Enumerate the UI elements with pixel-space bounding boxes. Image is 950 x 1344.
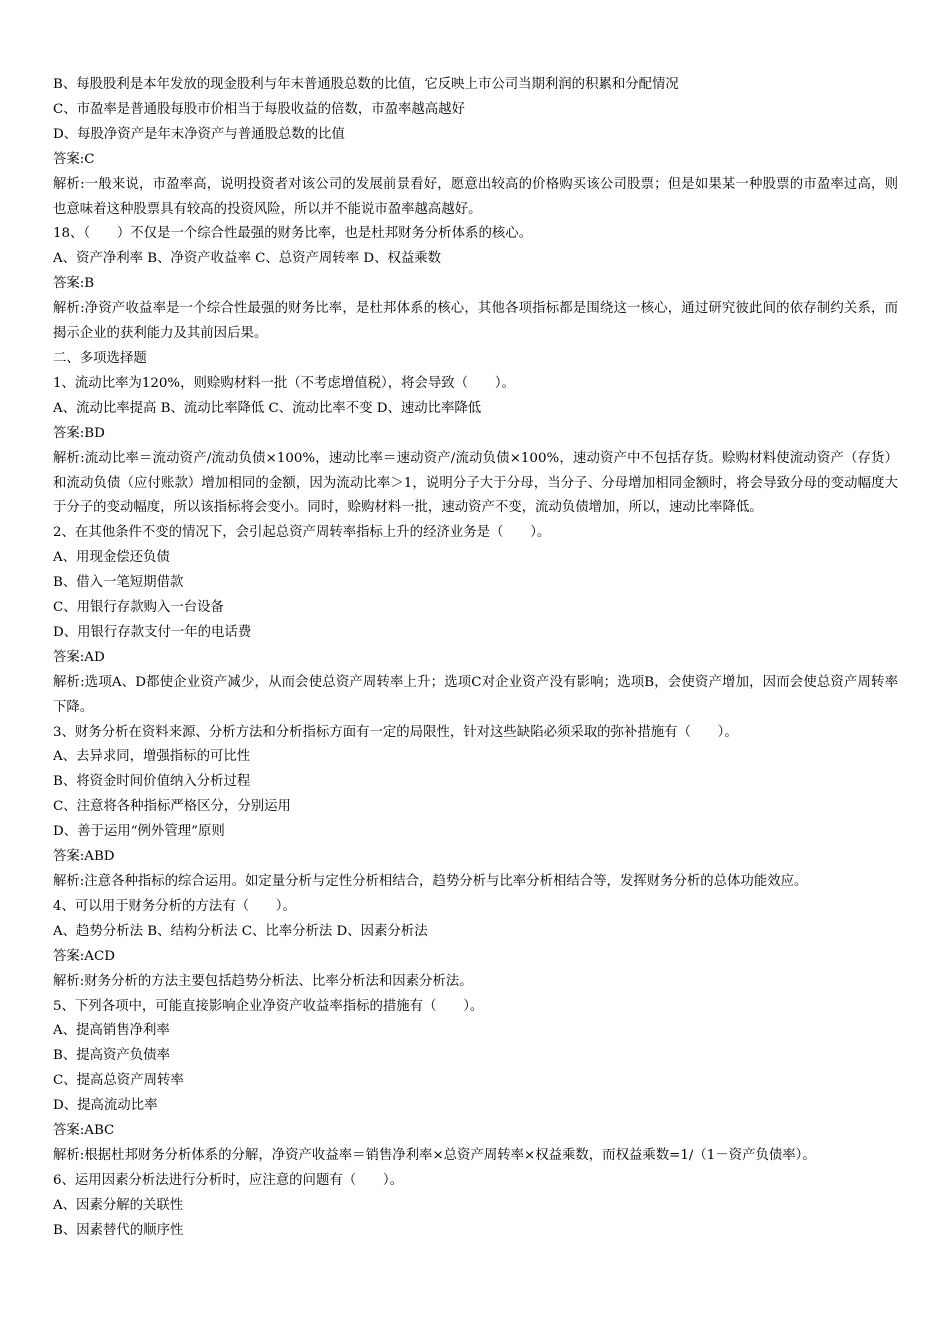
option-line: B、提高资产负债率: [53, 1048, 170, 1064]
option-line: D、提高流动比率: [53, 1098, 158, 1114]
option-line: A、提高销售净利率: [53, 1023, 170, 1039]
answer-line: 答案:ABD: [53, 849, 115, 865]
answer-line: 答案:BD: [53, 425, 105, 441]
question-line: 3、财务分析在资料来源、分析方法和分析指标方面有一定的局限性，针对这些缺陷必须采取的弥补措施有（ ）。: [53, 724, 738, 740]
question-line: 2、在其他条件不变的情况下，会引起总资产周转率指标上升的经济业务是（ ）。: [53, 525, 551, 541]
option-line: A、因素分解的关联性: [53, 1197, 184, 1213]
answer-line: 答案:B: [53, 276, 95, 292]
option-line: A、用现金偿还负债: [53, 550, 170, 566]
option-line: B、每股股利是本年发放的现金股利与年末普通股总数的比值，它反映上市公司当期利润的积累和分配情况: [53, 77, 679, 92]
answer-line: 答案:C: [53, 151, 95, 167]
question-line: 5、下列各项中，可能直接影响企业净资产收益率指标的措施有（ ）。: [53, 998, 484, 1014]
question-line: 4、可以用于财务分析的方法有（ ）。: [53, 898, 296, 914]
option-line: A、去异求同，增强指标的可比性: [53, 749, 251, 765]
explanation-paragraph: 解析:流动比率＝流动资产/流动负债×100%，速动比率＝速动资产/流动负债×100%，速动资产中不包括存货。赊购材料使流动资产（存货）和流动负债（应付账款）增加相同的金额，因为流动比率＞1，说明分子大于分母，当分子、分母增加相同金额时，将会导致分母的变动幅度大于分子的变动幅度，所以该指标将会变小。同时，赊购材料一批，速动资产不变，流动负债增加，所以，速动比率降低。: [53, 450, 898, 516]
explanation-paragraph: 解析:净资产收益率是一个综合性最强的财务比率，是杜邦体系的核心，其他各项指标都是围绕这一核心，通过研究彼此间的依存制约关系，而揭示企业的获利能力及其前因后果。: [53, 301, 898, 342]
explanation-paragraph: 解析:选项A、D都使企业资产减少，从而会使总资产周转率上升；选项C对企业资产没有影响；选项B，会使资产增加，因而会使总资产周转率下降。: [53, 674, 898, 715]
option-line: B、将资金时间价值纳入分析过程: [53, 774, 251, 790]
option-line: C、市盈率是普通股每股市价相当于每股收益的倍数，市盈率越高越好: [53, 101, 465, 117]
answer-line: 答案:ACD: [53, 948, 115, 964]
option-line: D、善于运用“例外管理”原则: [53, 824, 225, 840]
explanation-paragraph: 解析:财务分析的方法主要包括趋势分析法、比率分析法和因素分析法。: [53, 973, 473, 989]
question-line: 18、（ ）不仅是一个综合性最强的财务比率，也是杜邦财务分析体系的核心。: [53, 226, 533, 242]
option-line: B、借入一笔短期借款: [53, 575, 184, 591]
document-page: [53, 73, 898, 1244]
explanation-paragraph: 解析:注意各种指标的综合运用。如定量分析与定性分析相结合，趋势分析与比率分析相结合等，发挥财务分析的总体功能效应。: [53, 874, 808, 889]
option-line: A、趋势分析法 B、结构分析法 C、比率分析法 D、因素分析法: [53, 923, 428, 939]
option-line: A、流动比率提高 B、流动比率降低 C、流动比率不变 D、速动比率降低: [53, 400, 482, 416]
question-line: 6、运用因素分析法进行分析时，应注意的问题有（ ）。: [53, 1172, 403, 1188]
option-line: B、因素替代的顺序性: [53, 1222, 184, 1238]
answer-line: 答案:ABC: [53, 1123, 115, 1139]
question-line: 1、流动比率为120%，则赊购材料一批（不考虑增值税），将会导致（ ）。: [53, 375, 515, 391]
option-line: D、每股净资产是年末净资产与普通股总数的比值: [53, 126, 345, 142]
section-heading: 二、多项选择题: [53, 350, 147, 366]
option-line: C、用银行存款购入一台设备: [53, 600, 224, 616]
explanation-paragraph: 解析:一般来说，市盈率高，说明投资者对该公司的发展前景看好，愿意出较高的价格购买该公司股票；但是如果某一种股票的市盈率过高，则也意味着这种股票具有较高的投资风险，所以并不能说市盈率越高越好。: [53, 176, 898, 217]
option-line: D、用银行存款支付一年的电话费: [53, 624, 252, 640]
option-line: C、注意将各种指标严格区分，分别运用: [53, 799, 291, 815]
option-line: C、提高总资产周转率: [53, 1073, 184, 1089]
explanation-paragraph: 解析:根据杜邦财务分析体系的分解，净资产收益率＝销售净利率×总资产周转率×权益乘数，而权益乘数=1/（1－资产负债率）。: [53, 1147, 816, 1163]
option-line: A、资产净利率 B、净资产收益率 C、总资产周转率 D、权益乘数: [53, 251, 442, 267]
answer-line: 答案:AD: [53, 649, 105, 665]
